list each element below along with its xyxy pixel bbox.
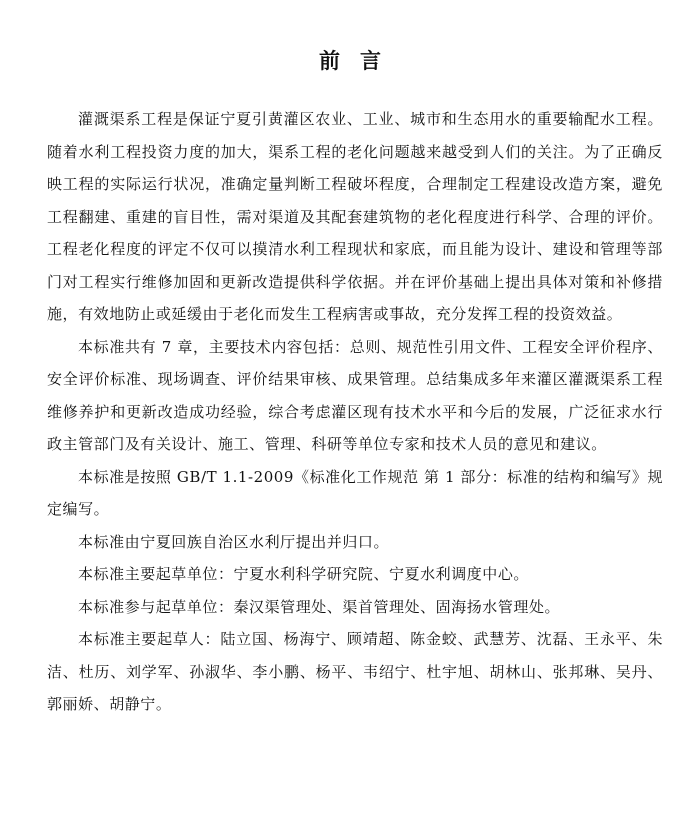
page-title: 前言 bbox=[319, 49, 401, 73]
paragraph-drafters: 本标准主要起草人：陆立国、杨海宁、顾靖超、陈金蛟、武慧芳、沈磊、王永平、朱洁、杜历、刘学军、孙淑华、李小鹏、杨平、韦绍宁、杜宇旭、胡林山、张邦琳、吴丹、郭丽娇、胡静宁。 bbox=[47, 630, 663, 713]
paragraph-drafting-rules: 本标准是按照 GB/T 1.1-2009《标准化工作规范 第 1 部分：标准的结构和编写》规定编写。 bbox=[47, 467, 663, 518]
paragraph-participating-units: 本标准参与起草单位：秦汉渠管理处、渠首管理处、固海扬水管理处。 bbox=[78, 597, 561, 616]
document-body bbox=[47, 103, 663, 721]
paragraph-main-drafting-units: 本标准主要起草单位：宁夏水利科学研究院、宁夏水利调度中心。 bbox=[78, 565, 529, 583]
paragraph-proposer: 本标准由宁夏回族自治区水利厅提出并归口。 bbox=[78, 532, 390, 551]
paragraph-contents: 本标准共有 7 章，主要技术内容包括：总则、规范性引用文件、工程安全评价程序、安全评价标准、现场调查、评价结果审核、成果管理。总结集成多年来灌区灌溉渠系工程维修养护和更新改造成功经验，综合考虑灌区现有技术水平和今后的发展，广泛征求水行政主管部门及有关设计、施工、管理、科研等单位专家和技术人员的意见和建议。 bbox=[47, 337, 663, 453]
paragraph-intro: 灌溉渠系工程是保证宁夏引黄灌区农业、工业、城市和生态用水的重要输配水工程。随着水利工程投资力度的加大，渠系工程的老化问题越来越受到人们的关注。为了正确反映工程的实际运行状况，准确定量判断工程破坏程度，合理制定工程建设改造方案，避免工程翻建、重建的盲目性，需对渠道及其配套建筑物的老化程度进行科学、合理的评价。工程老化程度的评定不仅可以摸清水利工程现状和家底，而且能为设计、建设和管理等部门对工程实行维修加固和更新改造提供科学依据。并在评价基础上提出具体对策和补修措施，有效地防止或延缓由于老化而发生工程病害或事故，充分发挥工程的投资效益。 bbox=[47, 110, 663, 323]
